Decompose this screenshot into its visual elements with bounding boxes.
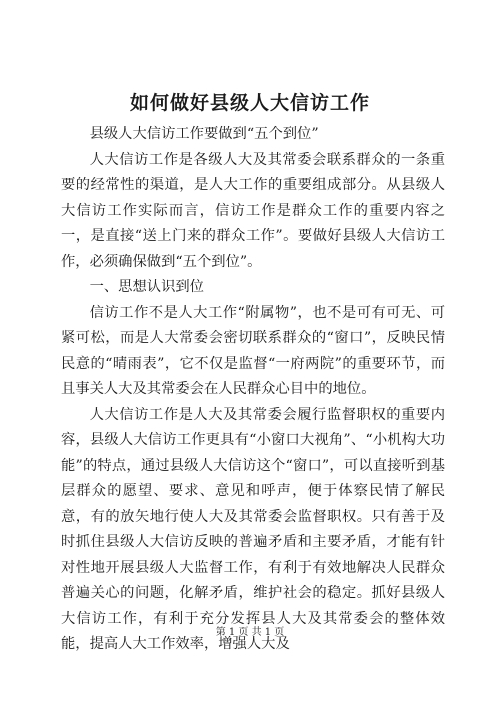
paragraph-section-1: 信访工作不是人大工作“附属物”，也不是可有可无、可紧可松，而是人大常委会密切联系群众的“窗口”，反映民情民意的“晴雨表”，它不仅是监督“一府两院”的重要环节，而且事关人大及其常委会在人民群众心目中的地位。 <box>61 304 445 397</box>
paragraph-subtitle: 县级人大信访工作要做到“五个到位” <box>89 126 319 142</box>
paragraph-section-2: 人大信访工作是人大及其常委会履行监督职权的重要内容，县级人大信访工作更具有“小窗口大视角”、“小机构大功能”的特点，通过县级人大信访这个“窗口”，可以直接听到基层群众的愿望、要求、意见和呼声，便于体察民情了解民意，有的放矢地行使人大及其常委会监督职权。只有善于及时抓住县级人大信访反映的普遍矛盾和主要矛盾，才能有针对性地开展县级人大监督工作，有利于有效地解决人民群众普遍关心的问题，化解矛盾，维护社会的稳定。抓好县级人大信访工作，有利于充分发挥县人大及其常委会的整体效能，提高人大工作效率，增强人大及 <box>61 406 445 652</box>
paragraph-intro: 人大信访工作是各级人大及其常委会联系群众的一条重要的经常性的渠道，是人大工作的重要组成部分。从县级人大信访工作实际而言，信访工作是群众工作的重要内容之一，是直接“送上门来的群众工作”。要做好县级人大信访工作，必须确保做到“五个到位”。 <box>61 151 445 270</box>
document-title: 如何做好县级人大信访工作 <box>129 92 370 114</box>
section-heading: 一、思想认识到位 <box>89 279 204 295</box>
document-body <box>61 122 445 658</box>
page-footer: 第 1 页 共 1 页 <box>215 627 285 638</box>
